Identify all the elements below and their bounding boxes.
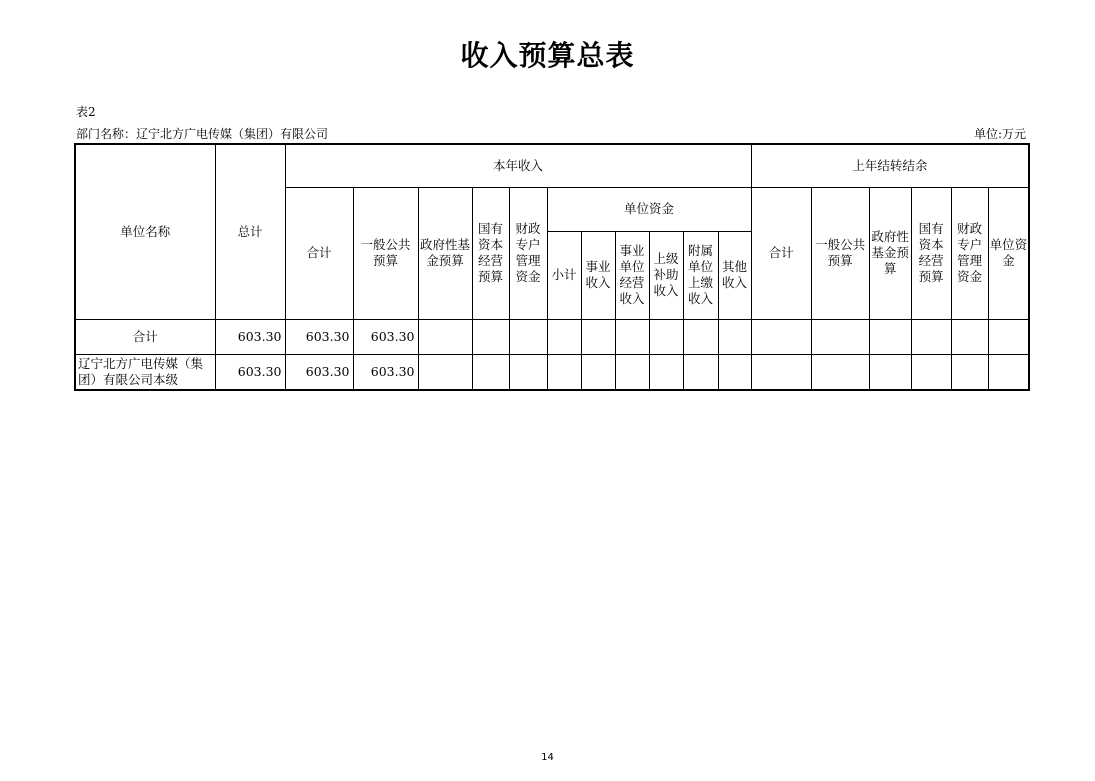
header-uf-business: 事业收入 bbox=[581, 231, 615, 319]
empty-cell bbox=[811, 354, 869, 390]
empty-cell bbox=[509, 319, 547, 354]
empty-cell bbox=[615, 319, 649, 354]
header-total: 总计 bbox=[215, 144, 285, 319]
header-ly-gov-fund: 政府性基金预算 bbox=[869, 187, 911, 319]
empty-cell bbox=[869, 319, 911, 354]
table-row bbox=[75, 319, 1029, 354]
page-title: 收入预算总表 bbox=[460, 39, 635, 72]
header-uf-subsidy: 上级补助收入 bbox=[649, 231, 683, 319]
empty-cell bbox=[418, 354, 472, 390]
empty-cell bbox=[869, 354, 911, 390]
row-name: 辽宁北方广电传媒（集团）有限公司本级 bbox=[75, 354, 215, 390]
header-uf-other: 其他收入 bbox=[718, 231, 751, 319]
header-ly-unit: 单位资金 bbox=[988, 187, 1029, 319]
row-total: 603.30 bbox=[215, 354, 285, 390]
empty-cell bbox=[615, 354, 649, 390]
empty-cell bbox=[472, 319, 509, 354]
income-budget-table bbox=[74, 143, 1030, 391]
header-uf-affiliated: 附属单位上缴收入 bbox=[683, 231, 718, 319]
empty-cell bbox=[811, 319, 869, 354]
empty-cell bbox=[649, 319, 683, 354]
row-cy-general: 603.30 bbox=[353, 319, 418, 354]
header-uf-subtotal: 小计 bbox=[547, 231, 581, 319]
empty-cell bbox=[951, 319, 988, 354]
empty-cell bbox=[649, 354, 683, 390]
empty-cell bbox=[418, 319, 472, 354]
header-unit-name: 单位名称 bbox=[75, 144, 215, 319]
row-total: 603.30 bbox=[215, 319, 285, 354]
empty-cell bbox=[988, 354, 1029, 390]
empty-cell bbox=[751, 319, 811, 354]
row-name: 合计 bbox=[75, 319, 215, 354]
header-cy-fiscal: 财政专户管理资金 bbox=[509, 187, 547, 319]
header-last-year: 上年结转结余 bbox=[751, 144, 1029, 187]
empty-cell bbox=[547, 354, 581, 390]
header-cy-general: 一般公共预算 bbox=[353, 187, 418, 319]
table-row bbox=[75, 354, 1029, 390]
empty-cell bbox=[683, 354, 718, 390]
empty-cell bbox=[751, 354, 811, 390]
unit-label: 单位:万元 bbox=[973, 127, 1026, 141]
header-unit-funds: 单位资金 bbox=[547, 187, 751, 231]
empty-cell bbox=[911, 319, 951, 354]
header-ly-fiscal: 财政专户管理资金 bbox=[951, 187, 988, 319]
header-cy-gov-fund: 政府性基金预算 bbox=[418, 187, 472, 319]
header-uf-operating: 事业单位经营收入 bbox=[615, 231, 649, 319]
empty-cell bbox=[581, 319, 615, 354]
header-ly-general: 一般公共预算 bbox=[811, 187, 869, 319]
row-cy-general: 603.30 bbox=[353, 354, 418, 390]
empty-cell bbox=[718, 319, 751, 354]
table-number: 表2 bbox=[76, 105, 96, 119]
header-current-year: 本年收入 bbox=[285, 144, 751, 187]
empty-cell bbox=[509, 354, 547, 390]
empty-cell bbox=[472, 354, 509, 390]
header-cy-total: 合计 bbox=[285, 187, 353, 319]
empty-cell bbox=[718, 354, 751, 390]
empty-cell bbox=[683, 319, 718, 354]
header-ly-state-capital: 国有资本经营预算 bbox=[911, 187, 951, 319]
department-name: 部门名称：辽宁北方广电传媒（集团）有限公司 bbox=[76, 127, 329, 141]
empty-cell bbox=[911, 354, 951, 390]
empty-cell bbox=[951, 354, 988, 390]
page-number: 14 bbox=[541, 752, 554, 763]
row-cy-total: 603.30 bbox=[285, 319, 353, 354]
empty-cell bbox=[988, 319, 1029, 354]
empty-cell bbox=[547, 319, 581, 354]
row-cy-total: 603.30 bbox=[285, 354, 353, 390]
empty-cell bbox=[581, 354, 615, 390]
header-ly-total: 合计 bbox=[751, 187, 811, 319]
header-cy-state-capital: 国有资本经营预算 bbox=[472, 187, 509, 319]
